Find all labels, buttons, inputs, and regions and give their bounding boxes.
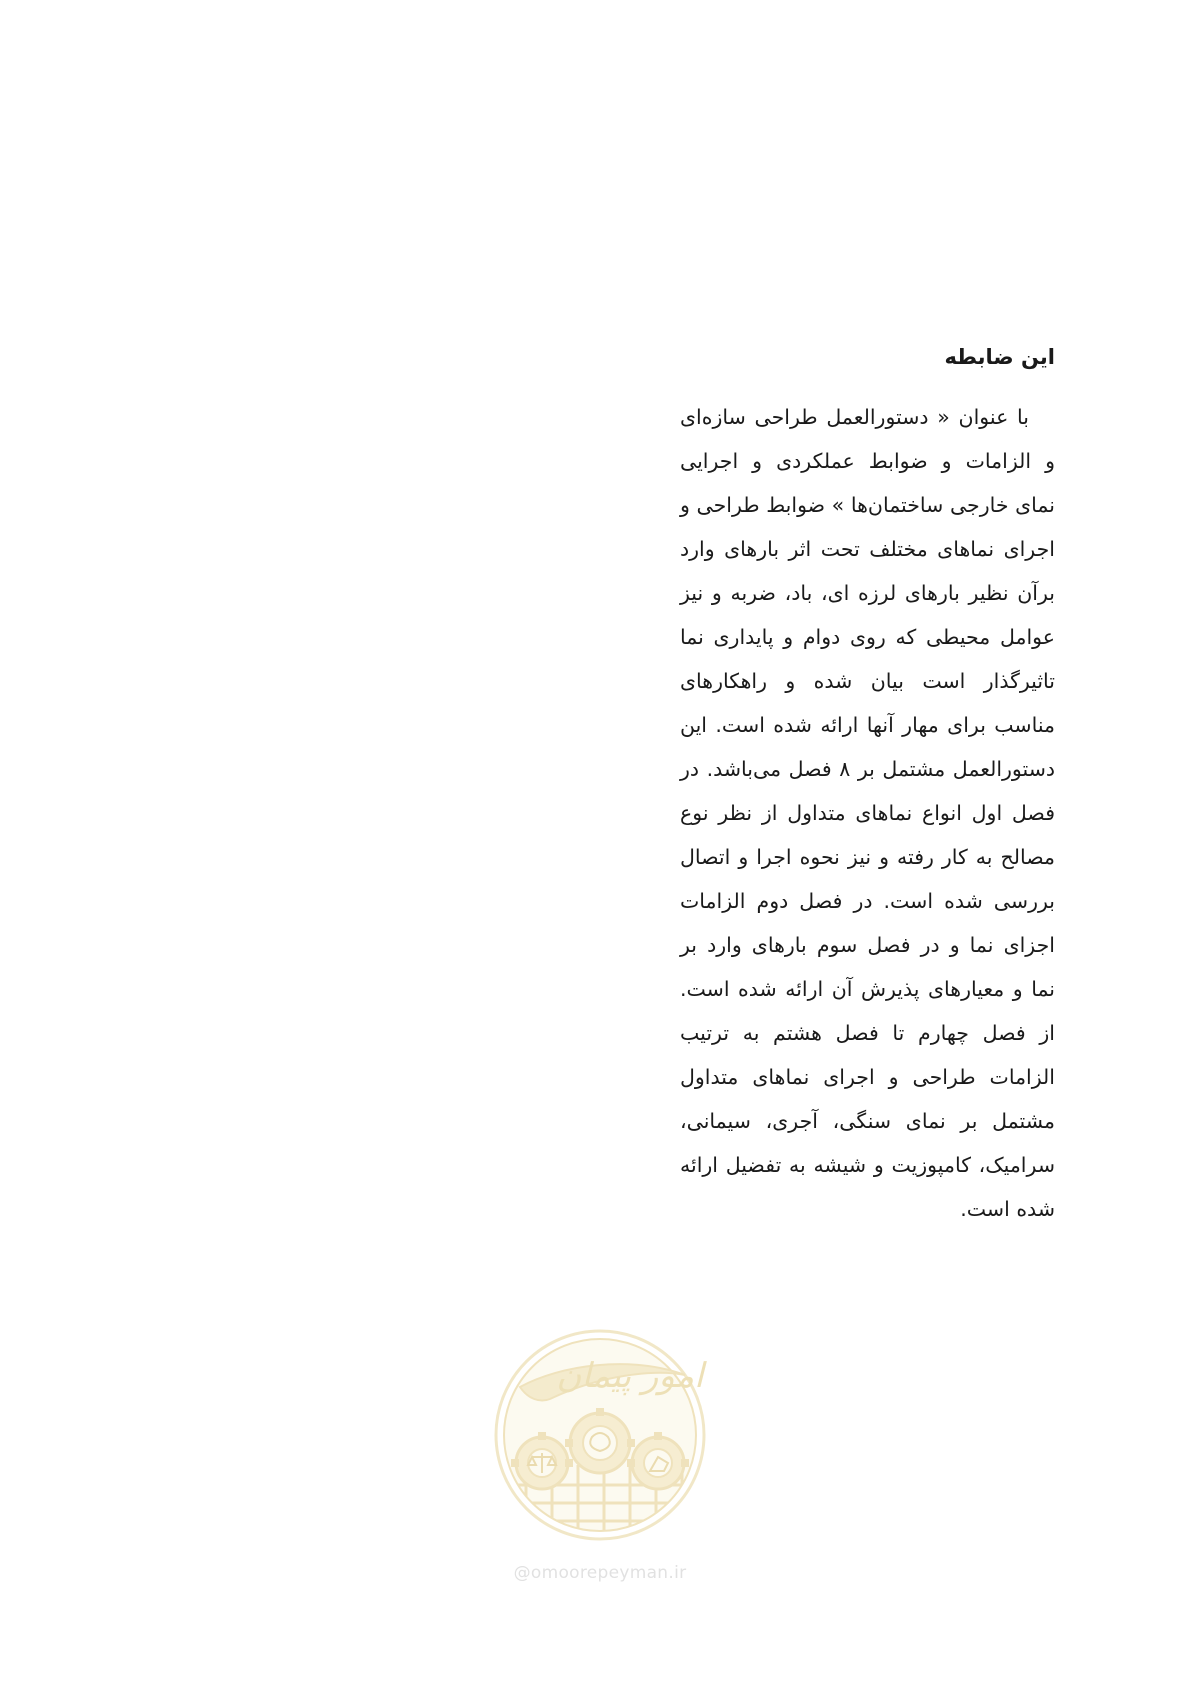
logo-script: امور پیمان (556, 1356, 704, 1396)
section-heading: این ضابطه (944, 345, 1055, 369)
watermark (480, 1325, 720, 1595)
watermark-url: @omoorepeyman.ir (513, 1563, 687, 1583)
omoore-peyman-logo-icon (480, 1325, 720, 1555)
body-paragraph: با عنوان « دستورالعمل طراحی سازه‌ای و الزامات و ضوابط عملکردی و اجرایی نمای خارجی ساختمان‌ها » ضوابط طراحی و اجرای نماهای مختلف تحت اثر بارهای وارد برآن نظیر بارهای لرزه ای، باد، ضربه و نیز عوامل محیطی که روی دوام و پایداری نما تاثیرگذار است بیان شده و راهکارهای مناسب برای مهار آنها ارائه شده است. این دستورالعمل مشتمل بر ۸ فصل می‌باشد. در فصل اول انواع نماهای متداول از نظر نوع مصالح به کار رفته و نیز نحوه اجرا و اتصال بررسی شده است. در فصل دوم الزامات اجزای نما و در فصل سوم بارهای وارد بر نما و معیارهای پذیرش آن ارائه شده است. از فصل چهارم تا فصل هشتم به ترتیب الزامات طراحی و اجرای نماهای متداول مشتمل بر نمای سنگی، آجری، سیمانی، سرامیک، کامپوزیت و شیشه به تفضیل ارائه شده است. (680, 405, 1056, 1221)
